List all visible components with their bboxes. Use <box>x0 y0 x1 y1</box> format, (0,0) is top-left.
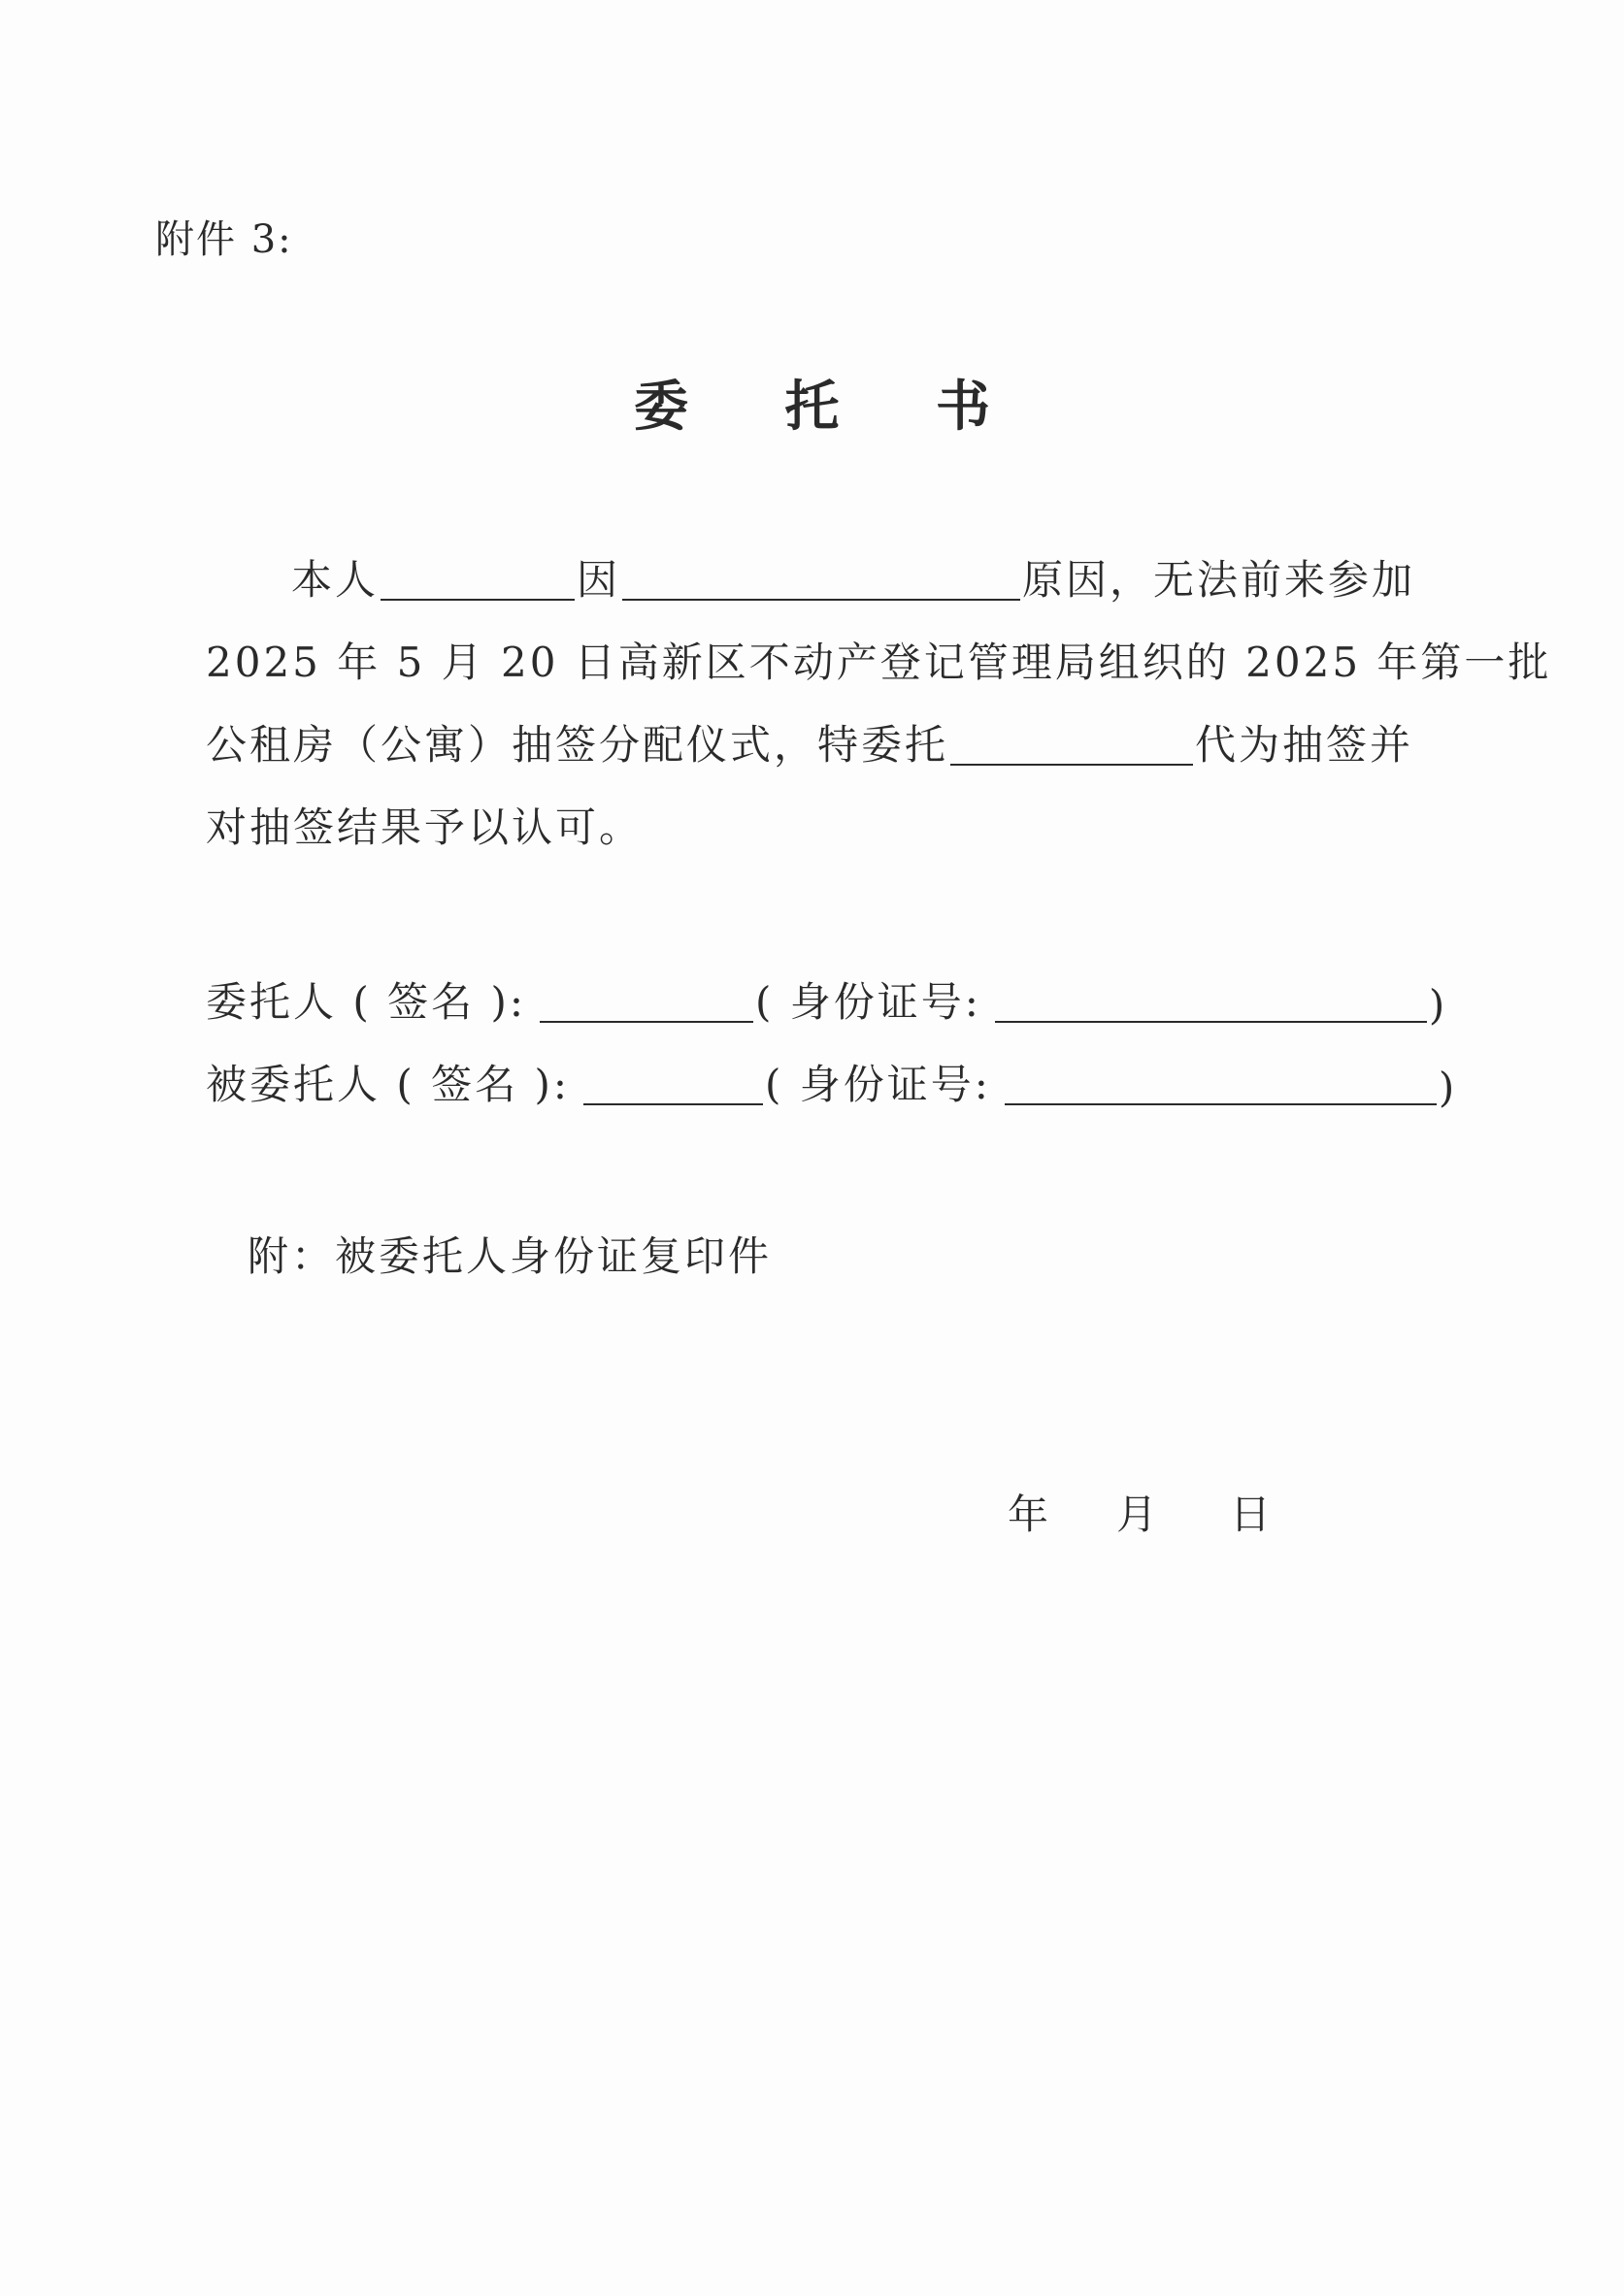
paragraph-text: 2025 年 5 月 20 日高新区不动产登记管理局组织的 2025 年第一批 <box>206 639 1552 686</box>
agent-close-paren: ) <box>1438 1064 1458 1111</box>
paragraph-text: 本人 <box>291 556 380 604</box>
date-year: 年 <box>1008 1491 1049 1538</box>
agent-id-blank <box>1005 1102 1437 1105</box>
principal-signature-line <box>206 970 1447 1029</box>
attachment-label: 附件 3: <box>155 217 293 262</box>
agent-signature-line <box>206 1053 1457 1111</box>
agent-id-label: ( 身份证号: <box>764 1061 991 1108</box>
paragraph-text: 因 <box>577 556 621 604</box>
date-month: 月 <box>1116 1491 1158 1538</box>
paragraph-text: 代为抽签并 <box>1195 721 1414 769</box>
paragraph-line-1 <box>291 548 1415 607</box>
principal-close-paren: ) <box>1428 981 1448 1029</box>
paragraph-line-4 <box>206 796 643 854</box>
paragraph-line-2 <box>206 631 1551 689</box>
document-title: 委 托 书 <box>634 376 1029 439</box>
paragraph-text: 对抽签结果予以认可。 <box>206 804 644 851</box>
principal-label: 委托人 ( 签名 ): <box>206 978 526 1026</box>
agent-signature-blank <box>583 1102 763 1105</box>
paragraph-text: 公租房（公寓）抽签分配仪式，特委托 <box>206 721 949 769</box>
principal-signature-blank <box>540 1020 753 1023</box>
name-blank <box>381 598 575 601</box>
agent-name-blank <box>950 763 1193 766</box>
principal-id-label: ( 身份证号: <box>754 978 981 1026</box>
date-line <box>1008 1483 1271 1541</box>
reason-blank <box>622 598 1020 601</box>
paragraph-text: 原因，无法前来参加 <box>1022 556 1416 604</box>
principal-id-blank <box>995 1020 1427 1023</box>
attachment-note: 附：被委托人身份证复印件 <box>248 1232 773 1280</box>
agent-label: 被委托人 ( 签名 ): <box>206 1061 570 1108</box>
date-day: 日 <box>1230 1491 1272 1538</box>
paragraph-line-3 <box>206 713 1413 771</box>
